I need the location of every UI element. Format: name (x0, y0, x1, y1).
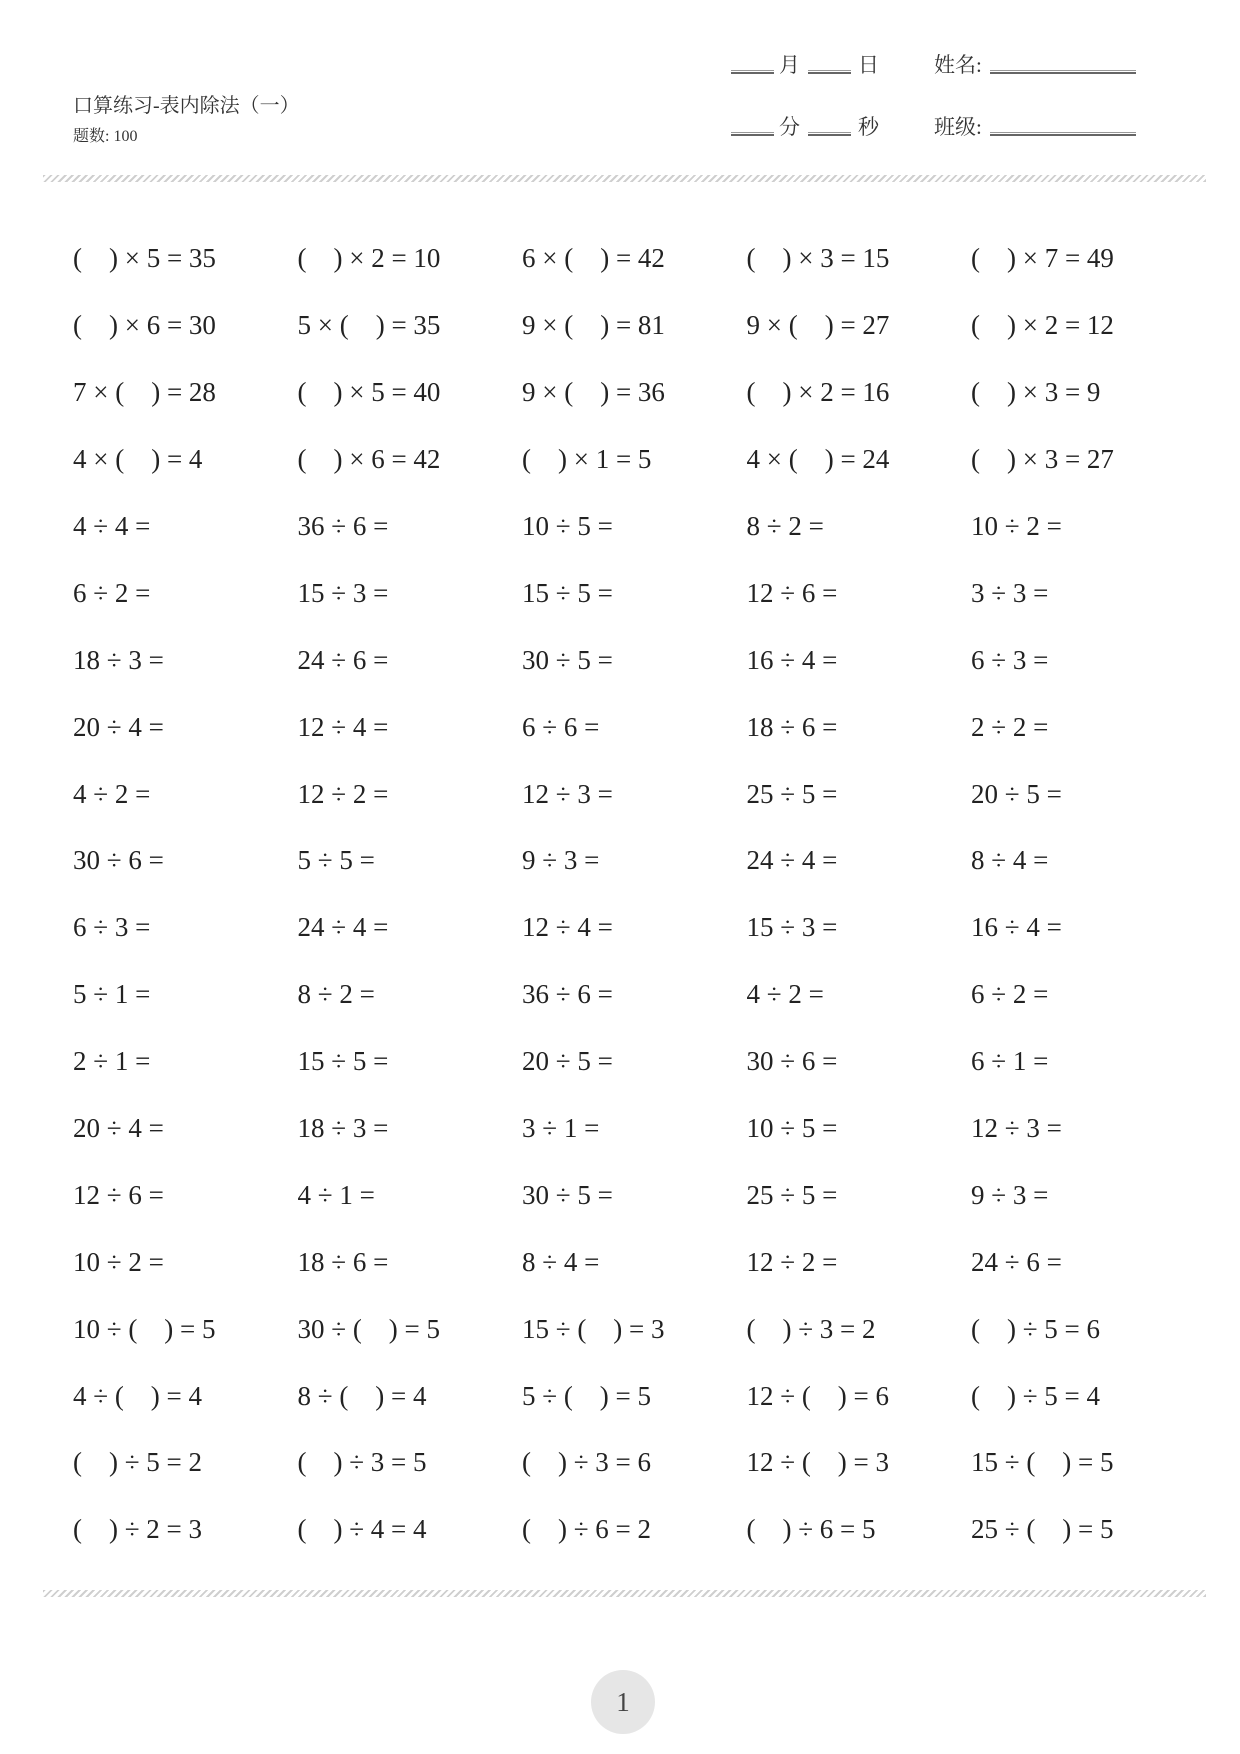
problem: 18 ÷ 3 = (297, 1113, 389, 1144)
problem: 8 ÷ 2 = (297, 979, 375, 1010)
problem: ( ) × 2 = 16 (746, 377, 890, 408)
problem: 15 ÷ ( ) = 3 (522, 1313, 665, 1344)
problem: ( ) × 3 = 15 (746, 243, 890, 274)
problem: 12 ÷ 6 = (73, 1179, 164, 1210)
minute-label: 分 (779, 115, 800, 139)
second-label: 秒 (858, 115, 879, 139)
problem: 9 × ( ) = 27 (746, 310, 890, 341)
problem: 16 ÷ 4 = (746, 644, 838, 675)
problem: ( ) ÷ 4 = 4 (297, 1514, 427, 1545)
problem: 12 ÷ 4 = (522, 912, 613, 943)
problem: 12 ÷ 3 = (971, 1113, 1062, 1144)
problem: 8 ÷ 2 = (746, 511, 824, 541)
problem: 6 ÷ 6 = (522, 711, 600, 742)
problem: 30 ÷ 5 = (522, 644, 613, 675)
problem: 18 ÷ 6 = (297, 1246, 389, 1277)
problem: 9 ÷ 3 = (522, 845, 600, 876)
problem: 2 ÷ 1 = (73, 1046, 151, 1077)
name-label: 姓名: (934, 53, 982, 77)
name-blank[interactable] (990, 70, 1136, 74)
problem: ( ) × 5 = 40 (297, 377, 441, 408)
problem: 6 ÷ 3 = (971, 644, 1049, 675)
problem: 12 ÷ 3 = (522, 778, 613, 809)
problem: 2 ÷ 2 = (971, 711, 1049, 742)
problem: 20 ÷ 4 = (73, 1113, 164, 1144)
problem: ( ) ÷ 5 = 6 (971, 1313, 1101, 1344)
problem: 12 ÷ ( ) = 3 (746, 1447, 890, 1478)
problem: 4 ÷ 2 = (746, 979, 824, 1010)
class-label: 班级: (934, 115, 982, 139)
problem: 15 ÷ 5 = (297, 1046, 389, 1077)
problem: ( ) × 2 = 12 (971, 310, 1114, 341)
problem: 15 ÷ 5 = (522, 577, 613, 608)
problem: ( ) ÷ 6 = 2 (522, 1514, 652, 1545)
problem: 10 ÷ 2 = (73, 1246, 164, 1277)
problem: 18 ÷ 3 = (73, 644, 164, 675)
problem: ( ) × 1 = 5 (522, 444, 652, 475)
problem: 16 ÷ 4 = (971, 912, 1062, 943)
day-blank[interactable] (808, 70, 851, 74)
problem: 24 ÷ 4 = (297, 912, 389, 943)
problem: 10 ÷ 5 = (746, 1113, 838, 1144)
problem: ( ) × 6 = 30 (73, 310, 216, 341)
problem: ( ) × 2 = 10 (297, 243, 441, 274)
problem: 20 ÷ 5 = (522, 1046, 613, 1077)
problem: 20 ÷ 5 = (971, 778, 1062, 809)
problem: 12 ÷ 6 = (746, 577, 838, 608)
problem: ( ) ÷ 3 = 5 (297, 1447, 427, 1478)
problem: 4 ÷ 2 = (73, 778, 151, 809)
problem: 9 ÷ 3 = (971, 1179, 1049, 1210)
problem: 9 × ( ) = 81 (522, 310, 665, 341)
problem-grid (73, 225, 1196, 1563)
problem: 30 ÷ 5 = (522, 1179, 613, 1210)
problem: 5 ÷ 5 = (297, 845, 375, 876)
day-label: 日 (858, 53, 879, 77)
problem: 18 ÷ 6 = (746, 711, 838, 742)
problem: 5 ÷ 1 = (73, 979, 151, 1010)
problem: 10 ÷ ( ) = 5 (73, 1313, 216, 1344)
problem: 3 ÷ 3 = (971, 577, 1049, 608)
problem: ( ) × 6 = 42 (297, 444, 441, 475)
problem: 36 ÷ 6 = (297, 511, 389, 541)
problem: 4 ÷ 4 = (73, 511, 151, 541)
problem: 4 × ( ) = 24 (746, 444, 890, 475)
problem: ( ) ÷ 3 = 2 (746, 1313, 876, 1344)
problem: 10 ÷ 5 = (522, 511, 613, 541)
top-divider (43, 175, 1206, 182)
problem: 24 ÷ 4 = (746, 845, 838, 876)
problem: 8 ÷ ( ) = 4 (297, 1380, 427, 1411)
problem: 6 ÷ 3 = (73, 912, 151, 943)
problem: 30 ÷ 6 = (746, 1046, 838, 1077)
problem: 4 × ( ) = 4 (73, 444, 203, 475)
problem: 24 ÷ 6 = (297, 644, 389, 675)
problem: 4 ÷ ( ) = 4 (73, 1380, 203, 1411)
problem: 3 ÷ 1 = (522, 1113, 600, 1144)
problem: 6 ÷ 1 = (971, 1046, 1049, 1077)
class-blank[interactable] (990, 132, 1136, 136)
problem: 15 ÷ 3 = (297, 577, 389, 608)
minute-blank[interactable] (731, 132, 774, 136)
problem: 12 ÷ ( ) = 6 (746, 1380, 890, 1411)
problem: ( ) × 5 = 35 (73, 243, 216, 274)
problem: 36 ÷ 6 = (522, 979, 613, 1010)
problem: ( ) ÷ 5 = 4 (971, 1380, 1101, 1411)
problem: 6 ÷ 2 = (971, 979, 1049, 1010)
problem: 8 ÷ 4 = (971, 845, 1049, 876)
page-number: 1 (591, 1670, 655, 1734)
problem: 12 ÷ 2 = (297, 778, 389, 809)
problem: 15 ÷ 3 = (746, 912, 838, 943)
problem: 8 ÷ 4 = (522, 1246, 600, 1277)
worksheet-title: 口算练习-表内除法（一） (73, 95, 300, 117)
problem: ( ) ÷ 2 = 3 (73, 1514, 203, 1545)
month-label: 月 (779, 53, 800, 77)
problem: ( ) ÷ 5 = 2 (73, 1447, 203, 1478)
problem: 6 × ( ) = 42 (522, 243, 665, 274)
problem: 12 ÷ 2 = (746, 1246, 838, 1277)
problem: 24 ÷ 6 = (971, 1246, 1062, 1277)
question-count: 题数: 100 (73, 128, 138, 145)
problem: 12 ÷ 4 = (297, 711, 389, 742)
problem: 20 ÷ 4 = (73, 711, 164, 742)
problem: ( ) × 3 = 9 (971, 377, 1101, 408)
problem: ( ) × 3 = 27 (971, 444, 1114, 475)
problem: 5 × ( ) = 35 (297, 310, 441, 341)
problem: 30 ÷ ( ) = 5 (297, 1313, 441, 1344)
problem: 25 ÷ 5 = (746, 778, 838, 809)
problem: ( ) ÷ 3 = 6 (522, 1447, 652, 1478)
problem: 15 ÷ ( ) = 5 (971, 1447, 1114, 1478)
problem: ( ) × 7 = 49 (971, 243, 1114, 274)
month-blank[interactable] (731, 70, 774, 74)
problem: 4 ÷ 1 = (297, 1179, 375, 1210)
problem: 7 × ( ) = 28 (73, 377, 216, 408)
problem: 6 ÷ 2 = (73, 577, 151, 608)
second-blank[interactable] (808, 132, 851, 136)
problem: 30 ÷ 6 = (73, 845, 164, 876)
problem: ( ) ÷ 6 = 5 (746, 1514, 876, 1545)
problem: 5 ÷ ( ) = 5 (522, 1380, 652, 1411)
bottom-divider (43, 1590, 1206, 1597)
problem: 9 × ( ) = 36 (522, 377, 665, 408)
problem: 25 ÷ 5 = (746, 1179, 838, 1210)
problem: 25 ÷ ( ) = 5 (971, 1514, 1114, 1545)
problem: 10 ÷ 2 = (971, 511, 1062, 541)
